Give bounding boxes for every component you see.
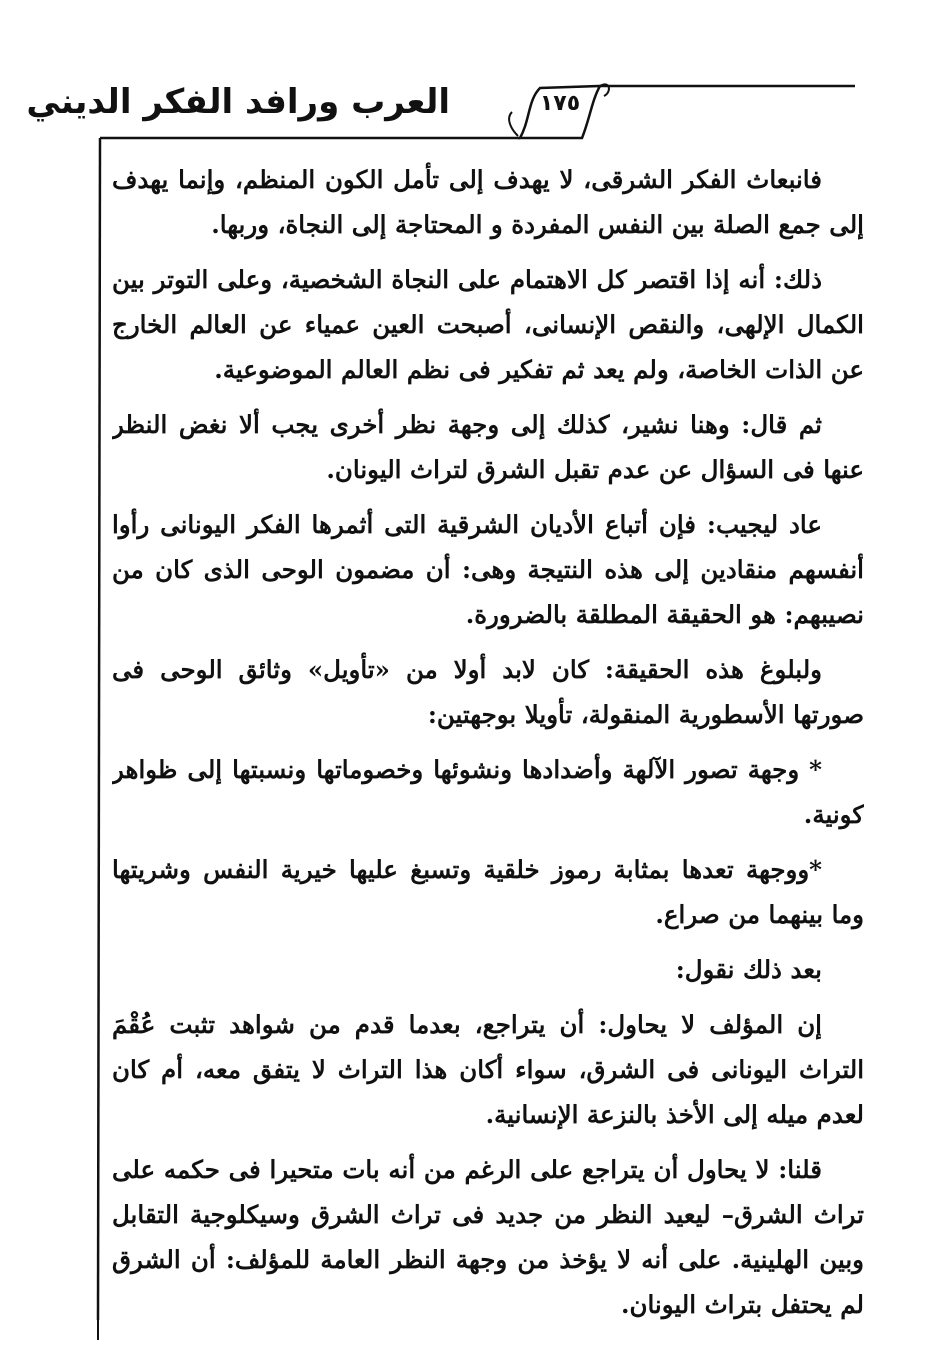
paragraph: قلنا: لا يحاول أن يتراجع على الرغم من أنه بات متحيرا فى حكمه على تراث الشرق– ليعيد النظر من جديد فى تراث الشرق وسيكلوجية التقابل وبين الهلينية. على أنه لا يؤخذ من وجهة النظر العامة للمؤلف: أن الشرق لم يحتفل بتراث اليونان.	[112, 1155, 864, 1319]
paragraph: ولبلوغ هذه الحقيقة: كان لابد أولا من «تأويل» وثائق الوحى فى صورتها الأسطورية المنقولة، تأويلا بوجهتين:	[112, 655, 864, 729]
bullet-paragraph: * وجهة تصور الآلهة وأضدادها ونشوئها وخصوماتها ونسبتها إلى ظواهر كونية.	[112, 755, 864, 829]
page-number: ١٧٥	[539, 91, 581, 116]
left-border	[98, 138, 100, 1320]
paragraph: إن المؤلف لا يحاول: أن يتراجع، بعدما قدم من شواهد تثبت عُقْمَ التراث اليونانى فى الشرق، سواء أكان هذا التراث لا يتفق معه، أم كان لعدم ميله إلى الأخذ بالنزعة الإنسانية.	[112, 1010, 864, 1129]
paragraph: فانبعاث الفكر الشرقى، لا يهدف إلى تأمل الكون المنظم، وإنما يهدف إلى جمع الصلة بين النفس المفردة و المحتاجة إلى النجاة، وربها.	[112, 165, 864, 239]
running-header-title: العرب ورافد الفكر الديني	[26, 82, 450, 122]
paragraph: بعد ذلك نقول:	[675, 955, 822, 984]
paragraph: ذلك: أنه إذا اقتصر كل الاهتمام على النجاة الشخصية، وعلى التوتر بين الكمال الإلهى، والنقص الإنسانى، أصبحت العين عمياء عن العالم الخارج عن الذات الخاصة، ولم يعد ثم تفكير فى نظم العالم الموضوعية.	[112, 265, 864, 384]
bullet-paragraph: *ووجهة تعدها بمثابة رموز خلقية وتسبغ عليها خيرية النفس وشريتها وما بينهما من صراع.	[112, 855, 864, 929]
body-text	[112, 157, 864, 1327]
paragraph: عاد ليجيب: فإن أتباع الأديان الشرقية التى أثمرها الفكر اليونانى رأوا أنفسهم منقادين إلى هذه النتيجة وهى: أن مضمون الوحى الذى كان من نصيبهم: هو الحقيقة المطلقة بالضرورة.	[112, 510, 864, 629]
paragraph: ثم قال: وهنا نشير، كذلك إلى وجهة نظر أخرى يجب ألا نغض النظر عنها فى السؤال عن عدم تقبل الشرق لتراث اليونان.	[112, 410, 864, 484]
